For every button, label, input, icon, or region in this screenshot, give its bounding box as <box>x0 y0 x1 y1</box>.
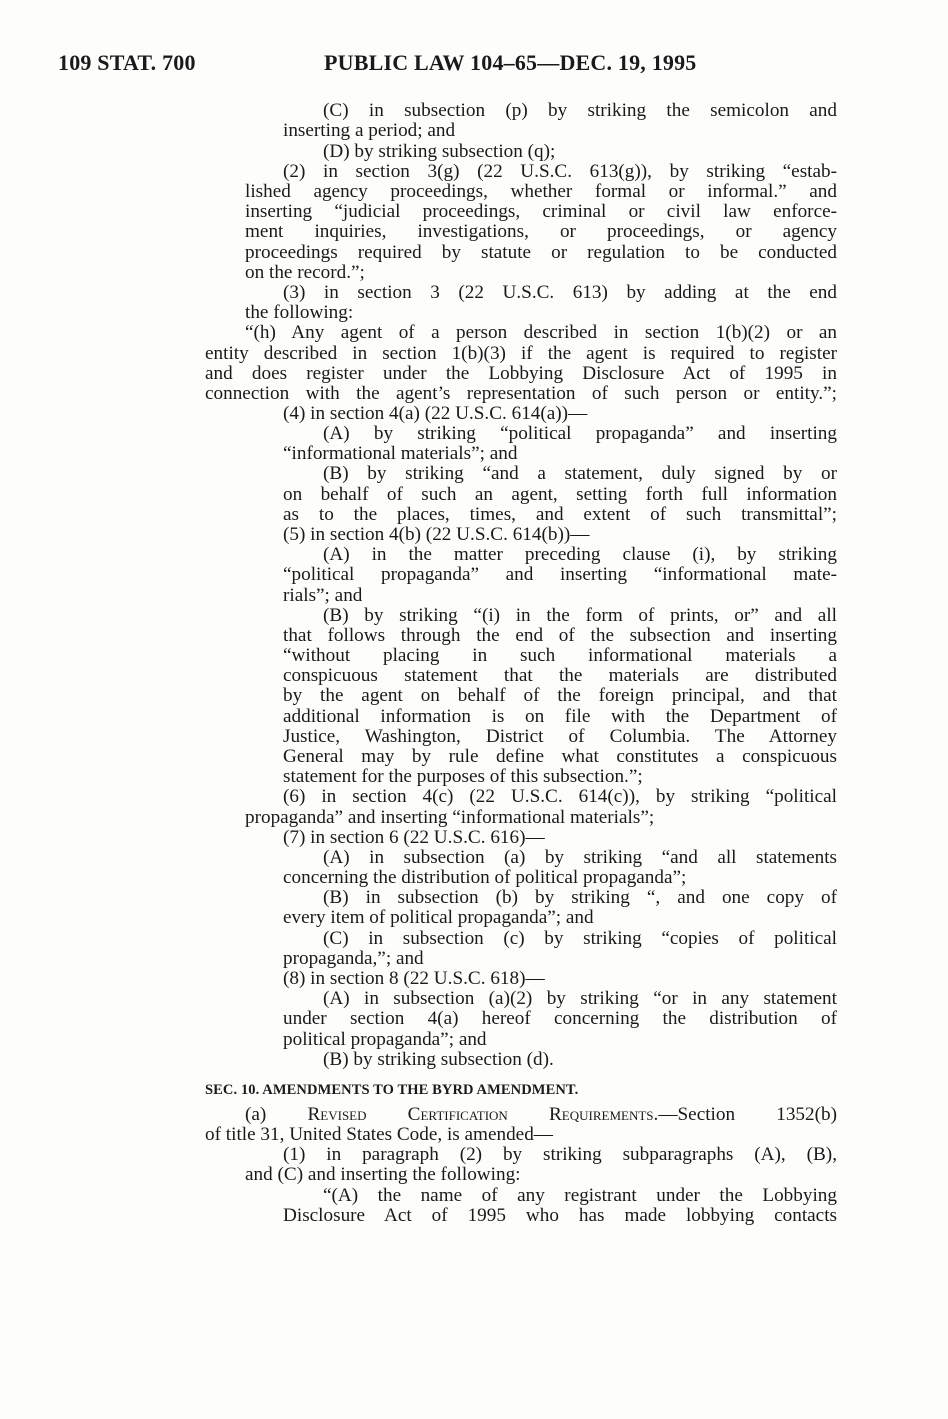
text-line: (7) in section 6 (22 U.S.C. 616)— <box>283 827 545 848</box>
text-line: on behalf of such an agent, setting forth full information <box>283 485 837 505</box>
text-line: (C) in subsection (p) by striking the semicolon and <box>323 101 837 121</box>
text-line: (4) in section 4(a) (22 U.S.C. 614(a))— <box>283 403 588 424</box>
text-line: General may by rule define what constitutes a conspicuous <box>283 747 837 767</box>
text-line: (A) in subsection (a)(2) by striking “or in any statement <box>323 989 837 1009</box>
text-line: political propaganda”; and <box>283 1029 487 1050</box>
text-line: (D) by striking subsection (q); <box>323 141 556 162</box>
text-line: rials”; and <box>283 585 363 606</box>
text-line: (B) by striking subsection (d). <box>323 1049 554 1070</box>
subsection-a-line <box>245 1105 837 1125</box>
text-line: (5) in section 4(b) (22 U.S.C. 614(b))— <box>283 524 590 545</box>
page-number: 109 STAT. 700 <box>58 50 196 75</box>
text-line: “(h) Any agent of a person described in section 1(b)(2) or an <box>245 323 837 343</box>
text-line: concerning the distribution of political propaganda”; <box>283 867 687 888</box>
text-line: (A) in subsection (a) by striking “and all statements <box>323 848 837 868</box>
subsection-a-caption: Revised Certification Requirements <box>307 1105 654 1125</box>
text-line: (B) in subsection (b) by striking “, and one copy of <box>323 888 837 908</box>
text-line: proceedings required by statute or regulation to be conducted <box>245 243 837 263</box>
subsection-a-rest: .—Section 1352(b) <box>653 1105 837 1125</box>
text-line: propaganda,”; and <box>283 948 424 969</box>
text-line: by the agent on behalf of the foreign principal, and that <box>283 686 837 706</box>
text-line: (8) in section 8 (22 U.S.C. 618)— <box>283 968 545 989</box>
text-line: (A) by striking “political propaganda” and inserting <box>323 424 837 444</box>
text-line: (6) in section 4(c) (22 U.S.C. 614(c)), by striking “political <box>283 787 837 807</box>
text-line: (B) by striking “and a statement, duly signed by or <box>323 464 837 484</box>
text-line: (C) in subsection (c) by striking “copies of political <box>323 929 837 949</box>
text-line: connection with the agent’s representation of such person or entity.”; <box>205 384 837 404</box>
text-line: and (C) and inserting the following: <box>245 1164 521 1185</box>
text-line: and does register under the Lobbying Disclosure Act of 1995 in <box>205 364 837 384</box>
text-line: statement for the purposes of this subsection.”; <box>283 766 643 787</box>
text-line: (3) in section 3 (22 U.S.C. 613) by adding at the end <box>283 283 837 303</box>
text-line: additional information is on file with the Department of <box>283 707 837 727</box>
text-line: “without placing in such informational materials a <box>283 646 837 666</box>
subsection-a-lead: (a) <box>245 1105 308 1125</box>
section-heading: SEC. 10. AMENDMENTS TO THE BYRD AMENDMENT. <box>205 1082 579 1098</box>
text-line: as to the places, times, and extent of such transmittal”; <box>283 505 837 525</box>
text-line: lished agency proceedings, whether formal or informal.” and <box>245 182 837 202</box>
text-line: every item of political propaganda”; and <box>283 907 594 928</box>
text-line: Justice, Washington, District of Columbia. The Attorney <box>283 727 837 747</box>
text-line: inserting “judicial proceedings, criminal or civil law enforce- <box>245 202 837 222</box>
text-line: (B) by striking “(i) in the form of prints, or” and all <box>323 606 837 626</box>
text-line: on the record.”; <box>245 262 365 283</box>
text-line: entity described in section 1(b)(3) if the agent is required to register <box>205 344 837 364</box>
text-line: propaganda” and inserting “informational materials”; <box>245 807 655 828</box>
text-line: that follows through the end of the subsection and inserting <box>283 626 837 646</box>
text-line: ment inquiries, investigations, or proceedings, or agency <box>245 222 837 242</box>
text-line: Disclosure Act of 1995 who has made lobbying contacts <box>283 1206 837 1226</box>
text-line: “(A) the name of any registrant under the Lobbying <box>323 1186 837 1206</box>
running-head: PUBLIC LAW 104–65—DEC. 19, 1995 <box>324 50 697 75</box>
text-line: conspicuous statement that the materials are distributed <box>283 666 837 686</box>
text-line: “political propaganda” and inserting “informational mate- <box>283 565 837 585</box>
text-line: inserting a period; and <box>283 120 456 141</box>
text-line: of title 31, United States Code, is amended— <box>205 1124 553 1145</box>
text-line: (1) in paragraph (2) by striking subparagraphs (A), (B), <box>283 1145 837 1165</box>
text-line: (A) in the matter preceding clause (i), by striking <box>323 545 837 565</box>
text-line: under section 4(a) hereof concerning the distribution of <box>283 1009 837 1029</box>
page-header <box>58 50 838 80</box>
text-line: (2) in section 3(g) (22 U.S.C. 613(g)), by striking “estab- <box>283 162 837 182</box>
text-line: the following: <box>245 302 354 323</box>
text-line: “informational materials”; and <box>283 443 518 464</box>
